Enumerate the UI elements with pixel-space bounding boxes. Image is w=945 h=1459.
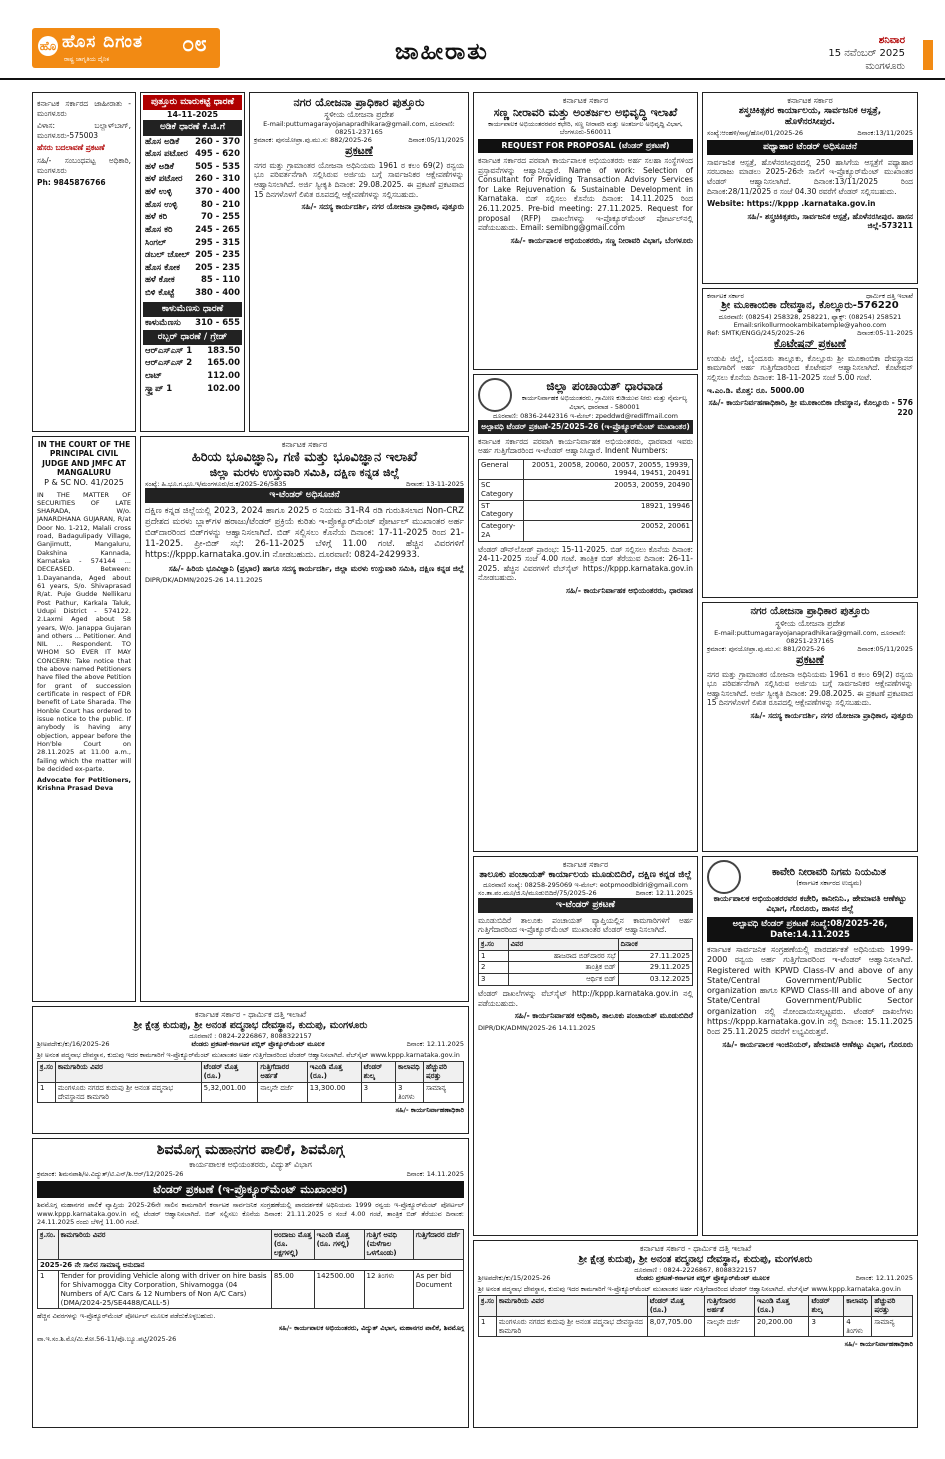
notice-phone: ದೂರವಾಣಿ : 0824-2226867, 8088322157 [634, 1265, 757, 1274]
schedule-row-cell: 29.11.2025 [618, 962, 692, 974]
notice-title: ನಗರ ಯೋಜನಾ ಪ್ರಾಧಿಕಾರ ಪುತ್ತೂರು [750, 606, 870, 617]
vehicle-tender-table [37, 1229, 464, 1309]
notice-body: ಮೂಡುಬಿದಿರೆ ತಾಲೂಕು ಪಂಚಾಯತ್ ವ್ಯಾಪ್ತಿಯಲ್ಲಿನ ಕಾಮಗಾರಿಗಳಿಗೆ ಅರ್ಹ ಗುತ್ತಿಗೆದಾರರಿಂದ ಇ-ಪ್ರೊಕ್ಯೂರ್‌ಮೆಂಟ್ ಮುಖಾಂತರ ಟೆಂಡರ್ ಆಹ್ವಾನಿಸಲಾಗಿದೆ. [478, 915, 693, 935]
schedule-row-cell: ಹಾಜರಾದ ಬಿಡ್‌ದಾರರ ಸಭೆ [508, 950, 618, 962]
pepper-title: ಕಾಳುಮೆಣಸು ಧಾರಣೆ [143, 302, 242, 317]
table-cell: 3 ತಿಂಗಳು [396, 1082, 424, 1103]
indent-row [479, 500, 693, 521]
logo-tagline: ರಾಷ್ಟ್ರ ಜಾಗೃತಿಯ ದೈನಿಕ [64, 56, 110, 63]
table-cell: ಮಂಗಳೂರು ನಗರದ ಕುದುಪು ಶ್ರೀ ಅನಂತ ಪದ್ಮನಾಭ ದೇವಸ್ಥಾನದ ಕಾಮಗಾರಿ [496, 1316, 647, 1337]
classified-notice [32, 92, 136, 432]
areca-rate-row-cell: ಡಬಲ್ ಚೋಲ್ [145, 250, 190, 261]
court-case-number: P & SC NO. 41/2025 [44, 477, 124, 487]
schedule-row [479, 974, 693, 986]
notice-website: Website: https://kppp .karnataka.gov.in [707, 199, 876, 209]
col-header: ಇಎಂಡಿ ಮೊತ್ತ (ರೂ. ಗಳಲ್ಲಿ) [314, 1230, 364, 1259]
col-header: ಕಾಮಗಾರಿಯ ವಿವರ [58, 1230, 271, 1259]
areca-rate-row [143, 287, 242, 300]
rubber-rate-row-cell: 102.00 [207, 383, 240, 394]
rubber-rate-row-cell: 183.50 [207, 345, 240, 356]
areca-rate-row-cell: 80 - 210 [200, 199, 240, 210]
notice-title: ಶಿವಮೊಗ್ಗ ಮಹಾನಗರ ಪಾಲಿಕೆ, ಶಿವಮೊಗ್ಗ [156, 1142, 345, 1158]
notice-body: ಸಾರ್ವಜನಿಕ ಆಸ್ಪತ್ರೆ, ಹೊಳೆನರಸೀಪುರದಲ್ಲಿ 250 ಹಾಸಿಗೆಯ ಆಸ್ಪತ್ರೆಗೆ ಪಥ್ಯಾಹಾರ ಸರಬರಾಜು ಮಾಡಲು 2025-26ನೇ ಸಾಲಿಗೆ ಇ-ಪ್ರೊಕ್ಯೂರ್‌ಮೆಂಟ್ ಮುಖಾಂತರ ಟೆಂಡರ್ ಆಹ್ವಾನಿಸಲಾಗಿದೆ. ದಿನಾಂಕ:13/11/2025 ರಿಂದ ದಿನಾಂಕ:28/11/2025 ರ ಸಂಜೆ 04.30 ರವರೆಗೆ ಟೆಂಡರ್ ಸಲ್ಲಿಸಬಹುದು. [707, 157, 913, 196]
notice-phone: ದೂರವಾಣಿ ಸಂಖ್ಯೆ: 08258-295069 ಇ-ಮೇಲ್: eotpmoodbidri@gmail.com [483, 881, 688, 890]
rubber-rate-row-cell: ಸ್ಕ್ರ್ಯಾಪ್ 1 [145, 383, 173, 394]
areca-rate-row [143, 186, 242, 199]
mines-tender-notice [140, 436, 469, 1002]
notice-title: ನಗರ ಯೋಜನಾ ಪ್ರಾಧಿಕಾರ ಪುತ್ತೂರು [293, 96, 425, 109]
edge-marker [923, 40, 933, 70]
notice-signature: ಸಹಿ/- ಕಾರ್ಯನಿರ್ವಾಹಕ ಅಧಿಕಾರಿ, ತಾಲೂಕು ಪಂಚಾಯತ್ ಮೂಡುಬಿದಿರೆ [514, 1011, 693, 1021]
table-cell: 85.00 [271, 1271, 314, 1309]
issue-city: ಮಂಗಳೂರು [865, 61, 905, 72]
table-cell: 3 [361, 1082, 395, 1103]
notice-body: ಶಿವಮೊಗ್ಗ ಮಹಾನಗರ ಪಾಲಿಕೆ ವ್ಯಾಪ್ತಿಯ 2025-26ನೇ ಸಾಲಿನ ಕಾಮಗಾರಿಗೆ ಕರ್ನಾಟಕ ಸಾರ್ವಜನಿಕ ಸಂಗ್ರಹಣೆಯಲ್ಲಿ ಪಾರದರ್ಶಕತೆ ಅಧಿನಿಯಮ 1999 ರನ್ವಯ ಇ-ಪ್ರೊಕ್ಯೂರ್‌ಮೆಂಟ್ ಪೋರ್ಟಲ್ www.kppp.karnataka.gov.in ನಲ್ಲಿ ಟೆಂಡರ್ ಆಹ್ವಾನಿಸಲಾಗಿದೆ. ಬಿಡ್ ಸಲ್ಲಿಸಲು ಕೊನೆಯ ದಿನಾಂಕ: 21.11.2025 ರ ಸಂಜೆ 4.00 ಗಂಟೆ, ತಾಂತ್ರಿಕ ಬಿಡ್ ತೆರೆಯುವ ದಿನಾಂಕ: 24.11.2025 ರಂದು ಬೆಳಿಗ್ಗೆ 11.00 ಗಂಟೆ. [37, 1201, 464, 1226]
areca-rate-row [143, 224, 242, 237]
schedule-row-cell: 1 [479, 950, 509, 962]
notice-date: ದಿನಾಂಕ: 12.11.2025 [635, 889, 693, 898]
table-cell: ಸಾಮಾನ್ಯ [872, 1316, 913, 1337]
notice-body: ಕರ್ನಾಟಕ ಸಾರ್ವಜನಿಕ ಸಂಗ್ರಹಣೆಯಲ್ಲಿ ಪಾರದರ್ಶಕತೆ ಅಧಿನಿಯಮ 1999-2000 ರನ್ವಯ ಅರ್ಹ ಗುತ್ತಿಗೆದಾರರಿಂದ ಇ-ಟೆಂಡರ್ ಆಹ್ವಾನಿಸಲಾಗಿದೆ. Registered with KPWD Class-IV and above of any State/Central Government/Public Sector organization ಹಾಗೂ KPWD Class-III and above of any State/Central Government/Public Sector organization ನಲ್ಲಿ ನೋಂದಾಯಿಸಲ್ಪಟ್ಟವರು. ಟೆಂಡರ್ ದಾಖಲೆಗಳು https://kppp.karnataka.gov.in ನಲ್ಲಿ ದಿನಾಂಕ: 15.11.2025 ರಿಂದ 25.11.2025 ರವರೆಗೆ ಲಭ್ಯವಿರುತ್ತವೆ. [707, 945, 913, 1037]
areca-rate-row-cell: 260 - 370 [195, 136, 240, 147]
notice-signature: ಸಹಿ/- ಕಾರ್ಯನಿರ್ವಾಹಣಾಧಿಕಾರಿ [844, 1340, 913, 1349]
areca-rate-row [143, 161, 242, 174]
schedule-row [479, 962, 693, 974]
rubber-rate-row-cell: ಆರ್‌ಎಸ್‌ಎಸ್ 1 [145, 345, 193, 356]
tender-bar: ಟೆಂಡರ್ ಪ್ರಕಟಣೆ (ಇ-ಪ್ರೊಕ್ಯೂರ್‌ಮೆಂಟ್ ಮುಖಾಂತರ) [37, 1181, 464, 1199]
indent-row-cell: ST Category [479, 500, 524, 521]
schedule-table [478, 938, 693, 986]
notice-body: ನಗರ ಮತ್ತು ಗ್ರಾಮಾಂತರ ಯೋಜನಾ ಅಧಿನಿಯಮ 1961 ರ ಕಲಂ 69(2) ರನ್ವಯ ಭೂ ಪರಿವರ್ತನೆಗಾಗಿ ಸಲ್ಲಿಸಿರುವ ಅರ್ಜಿಯ ಬಗ್ಗೆ ಸಾರ್ವಜನಿಕರ ಆಕ್ಷೇಪಣೆಗಳನ್ನು ಆಹ್ವಾನಿಸಲಾಗಿದೆ. ಅರ್ಜಿ ಸ್ವೀಕೃತಿ ದಿನಾಂಕ: 29.08.2025. ಈ ಪ್ರಕಟಣೆ ಪ್ರಕಟವಾದ 15 ದಿನಗಳೊಳಗೆ ಲಿಖಿತ ರೂಪದಲ್ಲಿ ಆಕ್ಷೇಪಣೆಗಳನ್ನು ಸಲ್ಲಿಸಬಹುದು. [707, 669, 913, 708]
notice-body: ಕರ್ನಾಟಕ ಸರ್ಕಾರದ ಪರವಾಗಿ ಕಾರ್ಯಪಾಲಕ ಅಭಿಯಂತರರು ಅರ್ಹ ಸಲಹಾ ಸಂಸ್ಥೆಗಳಿಂದ ಪ್ರಸ್ತಾವನೆಗಳನ್ನು ಆಹ್ವಾನಿಸಿದ್ದಾರೆ. Name of work: Selection of Consultant for Providing Transaction Advisory Services for Lake Rejuvenation & Sustainable Development in Karnataka. ಬಿಡ್ ಸಲ್ಲಿಸಲು ಕೊನೆಯ ದಿನಾಂಕ: 14.11.2025 ರಿಂದ 26.11.2025. Pre-bid meeting: 27.11.2025. Request for proposal (RFP) ದಾಖಲೆಗಳನ್ನು ಇ-ಪ್ರೊಕ್ಯೂರ್‌ಮೆಂಟ್ ಪೋರ್ಟಲ್‌ನಲ್ಲಿ ಪಡೆಯಬಹುದು. Email: semibng@gmail.com [478, 156, 693, 233]
mookambika-quotation [702, 288, 918, 598]
notice-signature: ಸಹಿ/- ಸದಸ್ಯ ಕಾರ್ಯದರ್ಶಿ, ನಗರ ಯೋಜನಾ ಪ್ರಾಧಿಕಾರ, ಪುತ್ತೂರು [301, 202, 464, 212]
areca-rate-row-cell: ಸಿಂಗಲ್ [145, 237, 167, 248]
indent-table [478, 459, 693, 542]
notice-email: E-mail:puttumagarayojanapradhikara@gmail.com, ದೂರವಾಣಿ: 08251-237165 [714, 628, 906, 645]
logo-mark: ಹೊ [38, 36, 58, 56]
hospital-diet-tender [702, 92, 918, 284]
areca-rate-row [143, 136, 242, 149]
court-signature: Advocate for Petitioners, Krishna Prasad Deva [37, 776, 131, 793]
areca-rate-row [143, 237, 242, 250]
col-header: ಕ್ರ.ಸಂ [38, 1062, 56, 1083]
rubber-rate-row [143, 345, 242, 358]
pepper-rate-row-cell: 310 - 655 [195, 317, 240, 328]
notice-body-2: ಟೆಂಡರ್ ದಾಖಲೆಗಳನ್ನು ವೆಬ್‌ಸೈಟ್ http://kppp.karnataka.gov.in ನಲ್ಲಿ ಪಡೆಯಬಹುದು. [478, 988, 693, 1008]
zp-dharwad-tender [473, 374, 698, 852]
rubber-rate-row-cell: 165.00 [207, 358, 240, 369]
table-cell: 20,200.00 [754, 1316, 808, 1337]
kaveri-tender [702, 856, 918, 1236]
rubber-rate-row-cell: 112.00 [207, 371, 240, 381]
table-cell: 8,07,705.00 [647, 1316, 704, 1337]
market-date: 14-11-2025 [166, 110, 219, 120]
puttur-planning-notice [249, 92, 469, 432]
areca-rate-row-cell: 505 - 535 [195, 161, 240, 172]
notice-heading: ಪ್ರಕಟಣೆ [796, 652, 824, 666]
notice-ref: ಶ್ರೀಅಪದೇಕು/ಕು/16/2025-26 [37, 1040, 110, 1048]
issue-date-text: 15 ನವೆಂಬರ್ 2025 [828, 48, 905, 59]
notice-note: ಹೆಚ್ಚಿನ ವಿವರಗಳನ್ನು ಇ-ಪ್ರೊಕ್ಯೂರ್‌ಮೆಂಟ್ ಪೋರ್ಟಲ್ ಮೂಲಕ ಪಡೆದುಕೊಳ್ಳಬಹುದು. [37, 1312, 216, 1321]
notice-signature: ಸಹಿ/- ಕಾರ್ಯನಿರ್ವಾಹಕ ಅಭಿಯಂತರರು, ಧಾರವಾಡ [565, 586, 693, 596]
table-section: 2025-26 ನೇ ಸಾಲಿನ ಸಾಮಾನ್ಯ ಅನುದಾನ [38, 1259, 464, 1271]
notice-subtitle: ಸ್ಥಳೀಯ ಯೋಜನಾ ಪ್ರದೇಶ [324, 109, 394, 119]
classified-line: ಕರ್ನಾಟಕ ಸರ್ಕಾರದ ಜಾಹೀರಾತು - ಮಂಗಳೂರು [37, 99, 131, 118]
indent-row-cell: Category-2A [479, 521, 524, 542]
areca-rate-row [143, 211, 242, 224]
col-header: ಕ್ರ.ಸಂ [479, 938, 509, 950]
section-title: ಜಾಹೀರಾತು [395, 39, 489, 65]
table-cell: 12 ತಿಂಗಳು [364, 1271, 413, 1309]
indent-row [479, 459, 693, 480]
notice-body: ಉಡುಪಿ ಜಿಲ್ಲೆ, ಬೈಂದೂರು ತಾಲ್ಲೂಕು, ಕೊಲ್ಲೂರು ಶ್ರೀ ಮೂಕಾಂಬಿಕಾ ದೇವಸ್ಥಾನದ ಕಾಮಗಾರಿಗೆ ಅರ್ಹ ಗುತ್ತಿಗೆದಾರರಿಂದ ಕೊಟೇಷನ್ ಆಹ್ವಾನಿಸಲಾಗಿದೆ. ಕೊಟೇಷನ್ ಸಲ್ಲಿಸಲು ಕೊನೆಯ ದಿನಾಂಕ: 18-11-2025 ಸಂಜೆ 5.00 ಗಂಟೆ. [707, 353, 913, 382]
schedule-row-cell: ತಾಂತ್ರಿಕ ಬಿಡ್ [508, 962, 618, 974]
classified-line: ಹೆಸರು ಬದಲಾವಣೆ ಪ್ರಕಟಣೆ [37, 143, 105, 153]
notice-signature: ಸಹಿ/- ಹಿರಿಯ ಭೂವಿಜ್ಞಾನಿ (ಪ್ರಭಾರ) ಹಾಗೂ ಸದಸ್ಯ ಕಾರ್ಯದರ್ಶಿ, ಜಿಲ್ಲಾ ಮರಳು ಉಸ್ತುವಾರಿ ಸಮಿತಿ, ದಕ್ಷಿಣ ಕನ್ನಡ ಜಿಲ್ಲೆ [168, 563, 464, 573]
taluk-panchayat-tender [473, 856, 698, 1236]
col-header: ಗುತ್ತಿಗೆದಾರರ ದರ್ಜೆ [413, 1230, 463, 1259]
logo-name: ಹೊಸ ದಿಗಂತ [62, 32, 143, 52]
notice-gov: ಕರ್ನಾಟಕ ಸರ್ಕಾರ [562, 96, 609, 105]
table-cell: 1 [479, 1316, 497, 1337]
col-header: ಇಎಂಡಿ ಮೊತ್ತ (ರೂ.) [307, 1062, 361, 1083]
indent-row-cell: General [479, 459, 524, 480]
areca-rate-row-cell: 380 - 400 [195, 288, 240, 298]
notice-phone: ದೂರವಾಣಿ: 0836-2442316 ಇ-ಮೇಲ್: zpeddwd@rediffmail.com [492, 412, 678, 420]
court-body: IN THE MATTER OF SECURITIES OF LATE SHARADA, W/o. JANARDHANA GUJARAN, R/at Door No. 1-212, Malali cross road, Badagulipady Village, Ganjimutt, Mangaluru, Dakshina Kannada, Karnataka - 574144 ... DECEASED. Between: 1.Dayananda, Aged about 61 years, S/o. Shivaprasad R/at. Puje Gudde Nellikaru Post Pathur, Karkala Taluk, Udupi District - 574122. 2.Laxmi Aged about 58 years, W/o. Janappa Gujaran and others ... Petitioner. And NIL ... Respondent. TO WHOM SO EVER IT MAY CONCERN: Take notice that the above named Petitioners have filed the above Petition for grant of succession certificate in respect of FDR benefit of Late Sharada. The Honble Court has ordered to issue notice to the public. If anybody is having any objection, appear before the Hon'ble Court on 28.11.2025 at 11.00 a.m., failing which the matter will be decided ex-parte. [37, 490, 131, 773]
col-header: ಕಾಮಗಾರಿಯ ವಿವರ [55, 1062, 201, 1083]
tender-bar: ಇ-ಟೆಂಡರ್ ಪ್ರಕಟಣೆ [478, 898, 693, 913]
indent-row-cell: 20051, 20058, 20060, 20057, 20055, 19939, 19944, 19451, 20491 [524, 459, 693, 480]
notice-body-2: ಟೆಂಡರ್ ಡೌನ್‌ಲೋಡ್ ಪ್ರಾರಂಭ: 15-11-2025. ಬಿಡ್ ಸಲ್ಲಿಸಲು ಕೊನೆಯ ದಿನಾಂಕ: 24-11-2025 ಸಂಜೆ 4.00 ಗಂಟೆ. ತಾಂತ್ರಿಕ ಬಿಡ್ ತೆರೆಯುವ ದಿನಾಂಕ: 26-11-2025. ಹೆಚ್ಚಿನ ವಿವರಗಳಿಗೆ ವೆಬ್‌ಸೈಟ್ https://kppp.karnataka.gov.in ನೋಡಬಹುದು. [478, 544, 693, 583]
notice-date: ದಿನಾಂಕ:13/11/2025 [857, 128, 913, 137]
areca-rate-row-cell: ಹಳೆ ಉಳ್ಳಿ [145, 187, 172, 197]
areca-rate-row-cell: 495 - 620 [195, 149, 240, 160]
notice-title-2: ಹೊಳೆನರಸೀಪುರ. [784, 117, 836, 128]
temple-tender-2 [473, 1240, 918, 1428]
zp-emblem-icon [478, 378, 512, 412]
rfp-bar: REQUEST FOR PROPOSAL (ಟೆಂಡರ್ ಪ್ರಕಟಣೆ) [478, 139, 693, 153]
notice-gov: ಕರ್ನಾಟಕ ಸರ್ಕಾರ [281, 440, 328, 449]
notice-signature: ಸಹಿ/- ಸದಸ್ಯ ಕಾರ್ಯದರ್ಶಿ, ನಗರ ಯೋಜನಾ ಪ್ರಾಧಿಕಾರ, ಪುತ್ತೂರು [750, 711, 913, 720]
notice-signature: ಸಹಿ/- ಕಾರ್ಯಪಾಲಕ ಇಂಜಿನಿಯರ್, ಹೇಮಾವತಿ ಆಣೆಕಟ್ಟು ವಿಭಾಗ, ಗೊರೂರು [722, 1040, 913, 1050]
col-header: ಇಎಂಡಿ ಮೊತ್ತ (ರೂ.) [754, 1296, 808, 1317]
col-header: ಕ್ರ.ಸಂ. [38, 1230, 59, 1259]
notice-ref: ಸಂ.ತಾ.ಪಂ.ಮೂ/ಜಿ.ನಿ/ಮೂಡುಬಿದಿರೆ/75/2025-26 [478, 889, 597, 898]
col-header: ಹೆಚ್ಚುವರಿ ಷರತ್ತು [423, 1062, 463, 1083]
notice-gov: ಕರ್ನಾಟಕ ಸರ್ಕಾರ [562, 860, 609, 869]
schedule-row-cell: ಆರ್ಥಿಕ ಬಿಡ್ [508, 974, 618, 986]
areca-rate-table [143, 136, 242, 300]
notice-ref: ಸಂಖ್ಯೆ: ಹಿ.ಭೂ.ಗ.ಭೂ.ಇ/ಮಂಗಳೂರು/ದ.ಕ/2025-26/5835 [145, 480, 287, 488]
indent-row-cell: 20053, 20059, 20490 [524, 480, 693, 501]
notice-title: ಸಣ್ಣ ನೀರಾವರಿ ಮತ್ತು ಅಂತರ್ಜಲ ಅಭಿವೃದ್ಧಿ ಇಲಾಖೆ [493, 106, 678, 119]
notice-signature: ಸಹಿ/- ಕಾರ್ಯಪಾಲಕ ಅಭಿಯಂತರರು, ವಿದ್ಯುತ್ ವಿಭಾಗ, ಮಹಾನಗರ ಪಾಲಿಕೆ, ಶಿವಮೊಗ್ಗ [278, 1323, 464, 1332]
temple-tender-table [478, 1295, 913, 1337]
rubber-rate-table [143, 345, 242, 396]
indent-row-cell: 18921, 19946 [524, 500, 693, 521]
notice-gov: ಕರ್ನಾಟಕ ಸರ್ಕಾರ - ಧಾರ್ಮಿಕ ದತ್ತಿ ಇಲಾಖೆ [639, 1244, 752, 1253]
schedule-row [479, 950, 693, 962]
areca-rate-row-cell: ಹೊಸ ಅಡಿಕೆ [145, 136, 180, 147]
notice-date: ದಿನಾಂಕ:05/11/2025 [857, 644, 913, 653]
areca-rate-row-cell: 85 - 110 [200, 275, 240, 286]
areca-rate-row-cell: 205 - 235 [195, 250, 240, 261]
rubber-rate-row-cell: ಆರ್‌ಎಸ್‌ಎಸ್ 2 [145, 358, 193, 369]
market-title: ಪುತ್ತೂರು ಮಾರುಕಟ್ಟೆ ಧಾರಣೆ [143, 95, 242, 110]
notice-footer-code: ವಾ.ಇ.ಸಂ.ಶಿ.ಮೊ/ಮಿ.ಕೋ.56-11/ಪೊ.ಬ್ಯೂ.ಪಟ್ಟಿ/2025-26 [37, 1334, 177, 1343]
notice-phone: ದೂರವಾಣಿ: (08254) 258328, 258221, ಫ್ಯಾಕ್ಸ್: (08254) 258521 [718, 312, 902, 321]
notice-body: ಶ್ರೀ ಅನಂತ ಪದ್ಮನಾಭ ದೇವಸ್ಥಾನ, ಕುದುಪು ಇದರ ಕಾಮಗಾರಿಗೆ ಇ-ಪ್ರೊಕ್ಯೂರ್‌ಮೆಂಟ್ ಮುಖಾಂತರ ಅರ್ಹ ಗುತ್ತಿಗೆದಾರರಿಂದ ಟೆಂಡರ್ ಆಹ್ವಾನಿಸಲಾಗಿದೆ. ವೆಬ್‌ಸೈಟ್ www.kppp.karnataka.gov.in [478, 1285, 901, 1294]
notice-subtitle: ಟೆಂಡರು ಪ್ರಕಟಣೆ-ಕರ್ನಾಟಕ ಪಬ್ಲಿಕ್ ಪ್ರೊಕ್ಯೂರ್‌ಮೆಂಟ್ ಮೂಲಕ [191, 1040, 325, 1048]
notice-title: ಶ್ರೀ ಮೂಕಾಂಬಿಕಾ ದೇವಸ್ಥಾನ, ಕೊಲ್ಲೂರು-576220 [721, 300, 899, 312]
areca-rate-row-cell: 295 - 315 [195, 237, 240, 248]
table-cell: 4 ತಿಂಗಳು [844, 1316, 872, 1337]
notice-heading: ಪ್ರಕಟಣೆ [345, 144, 373, 158]
col-header: ದಿನಾಂಕ [618, 938, 692, 950]
indent-row-cell: SC Category [479, 480, 524, 501]
table-cell: 1 [38, 1082, 56, 1103]
puttur-planning-notice-2 [702, 602, 918, 852]
areca-rate-row-cell: ಹೊಸ ಪಟೋರ [145, 149, 188, 160]
col-header: ಟೆಂಡರ್ ಮೊತ್ತ (ರೂ.) [647, 1296, 704, 1317]
notice-dept: ಧಾರ್ಮಿಕ ದತ್ತಿ ಇಲಾಖೆ [865, 292, 913, 300]
pepper-rate-row [143, 317, 242, 330]
notice-address: ಕಾರ್ಯಪಾಲಕ ಅಭಿಯಂತರರವರ ಕಛೇರಿ, ಸಣ್ಣ ನೀರಾವರಿ ಮತ್ತು ಅಂತರ್ಜಲ ಅಭಿವೃದ್ಧಿ ವಿಭಾಗ, ಬೆಂಗಳೂರು-560011 [488, 119, 683, 136]
rubber-title: ರಬ್ಬರ್ ಧಾರಣೆ / ಗ್ರೇಡ್ [143, 330, 242, 345]
col-header: ವಿವರ [508, 938, 618, 950]
areca-rate-row [143, 199, 242, 212]
notice-ref: ಸಂಖ್ಯೆ:ಆಂಹಳಿ/ಸಾಸ್ಪ/ಹೊನ/01/2025-26 [707, 128, 804, 137]
notice-body: ಕರ್ನಾಟಕ ಸರ್ಕಾರದ ಪರವಾಗಿ ಕಾರ್ಯನಿರ್ವಾಹಕ ಅಭಿಯಂತರರು, ಧಾರವಾಡ ಇವರು ಅರ್ಹ ಗುತ್ತಿಗೆದಾರರಿಂದ ಇ-ಟೆಂಡರ್ ಆಹ್ವಾನಿಸಿದ್ದಾರೆ. Indent Numbers: [478, 436, 693, 456]
rubber-rate-row [143, 357, 242, 370]
notice-gov: ಕರ್ನಾಟಕ ಸರ್ಕಾರ - ಧಾರ್ಮಿಕ ದತ್ತಿ ಇಲಾಖೆ [194, 1010, 307, 1019]
areca-rate-row-cell: ಹಳೆ ಅಡಿಕೆ [145, 161, 174, 172]
areca-rate-row-cell: ಹೊಸ ಕೋಕ [145, 262, 180, 273]
col-header: ಗುತ್ತಿಗೆದಾರರ ಅರ್ಹತೆ [258, 1062, 307, 1083]
areca-rate-row [143, 173, 242, 186]
notice-email: Email:srikollurmookambikatemple@yahoo.com [733, 320, 887, 329]
col-header: ಕ್ರ.ಸಂ [479, 1296, 497, 1317]
areca-rate-row-cell: ಹಳೆ ಪಟೋರ [145, 174, 183, 185]
notice-signature: ಸಹಿ/- ಶಸ್ತ್ರಚಿಕಿತ್ಸಕರು, ಸಾರ್ವಜನಿಕ ಆಸ್ಪತ್ರೆ, ಹೊಳೆನರಸೀಪುರ. ಹಾಸನ ಜಿಲ್ಲೆ-573211 [747, 211, 913, 231]
table-cell: Tender for providing Vehicle along with driver on hire basis for Shivamogga City Corporation, Shivamogga (04 Numbers of A/C Cars & 12 Numbers of Non A/C Cars) (DMA/2024-25/SE4488/CALL-5) [58, 1271, 271, 1309]
classified-line: ಸಹಿ/- ಸಂಬಂಧಪಟ್ಟ ಅಧಿಕಾರಿ, ಮಂಗಳೂರು [37, 155, 131, 175]
page-number: ೦೮ [182, 32, 207, 57]
areca-rate-row-cell: ಹಳೆ ಕೋಕ [145, 275, 175, 286]
notice-date: ದಿನಾಂಕ: 12.11.2025 [855, 1274, 913, 1282]
pepper-rate-table [143, 317, 242, 330]
notice-title: ಶ್ರೀ ಕ್ಷೇತ್ರ ಕುದುಪು, ಶ್ರೀ ಅನಂತ ಪದ್ಮನಾಭ ದೇವಸ್ಥಾನ, ಕುದುಪು, ಮಂಗಳೂರು [578, 1254, 813, 1265]
notice-date: ದಿನಾಂಕ: 14.11.2025 [406, 1169, 464, 1178]
notice-subtitle: (ಕರ್ನಾಟಕ ಸರ್ಕಾರದ ಉದ್ಯಮ) [796, 879, 862, 888]
table-cell: 13,300.00 [307, 1082, 361, 1103]
notice-gov: ಕರ್ನಾಟಕ ಸರ್ಕಾರ [787, 96, 833, 105]
dipr-code: DIPR/DK/ADMN/2025-26 14.11.2025 [478, 1023, 596, 1032]
tender-bar: ಅಲ್ಪಾವಧಿ ಟೆಂಡರ್ ಪ್ರಕಟಣೆ-25/2025-26 (ಇ-ಪ್ರೊಕ್ಯೂರ್‌ಮೆಂಟ್ ಮುಖಾಂತರ) [478, 420, 693, 433]
notice-signature: ಸಹಿ/- ಕಾರ್ಯನಿರ್ವಹಣಾಧಿಕಾರಿ, ಶ್ರೀ ಮೂಕಾಂಬಿಕಾ ದೇವಸ್ಥಾನ, ಕೊಲ್ಲೂರು - 576 220 [708, 398, 913, 417]
areca-rate-row [143, 249, 242, 262]
notice-date: ದಿನಾಂಕ: 12.11.2025 [406, 1040, 464, 1048]
shivamogga-tender [32, 1138, 469, 1428]
indent-row [479, 480, 693, 501]
col-header: ಗುತ್ತಿಗೆದಾರರ ಅರ್ಹತೆ [704, 1296, 754, 1317]
areca-rate-row-cell: ಹೊಸ ಉಳ್ಳಿ [145, 199, 178, 210]
notice-address: ಕಾರ್ಯಪಾಲಕ ಅಭಿಯಂತರರವರ ಕಚೇರಿ, ಕಾನೀನಿನಿ., ಹೇಮಾವತಿ ಆಣೆಕಟ್ಟು ವಿಭಾಗ, ಗೊರೂರು, ಹಾಸನ ಜಿಲ್ಲೆ [713, 894, 907, 913]
rubber-rate-row [143, 383, 242, 396]
market-subtitle: ಅಡಿಕೆ ಧಾರಣೆ ಕೆ.ಜಿ.ಗೆ [143, 120, 242, 135]
table-cell: ಮಂಗಳೂರು ನಗರದ ಕುದುಪು ಶ್ರೀ ಅನಂತ ಪದ್ಮನಾಭ ದೇವಸ್ಥಾನದ ಕಾಮಗಾರಿ [55, 1082, 201, 1103]
areca-rate-row-cell: ಹಳೆ ಕರಿ [145, 212, 168, 223]
areca-rate-row-cell: 245 - 265 [195, 224, 240, 235]
areca-rate-row-cell: ಬಿಳಿ ಕೊಟ್ಟೆ [145, 288, 175, 298]
notice-title: ತಾಲೂಕು ಪಂಚಾಯತ್ ಕಾರ್ಯಾಲಯ ಮೂಡುಬಿದಿರೆ, ದಕ್ಷಿಣ ಕನ್ನಡ ಜಿಲ್ಲೆ [479, 870, 692, 880]
schedule-row-cell: 27.11.2025 [618, 950, 692, 962]
notice-date: ದಿನಾಂಕ:05/11/2025 [408, 136, 464, 144]
notice-subtitle: ಸ್ಥಳೀಯ ಯೋಜನಾ ಪ್ರದೇಶ [775, 618, 845, 628]
areca-rate-row [143, 262, 242, 275]
notice-title: ಹಿರಿಯ ಭೂವಿಜ್ಞಾನಿ, ಗಣಿ ಮತ್ತು ಭೂವಿಜ್ಞಾನ ಇಲಾಖೆ [191, 450, 418, 465]
notice-subtitle: ಕಾರ್ಯನಿರ್ವಾಹಕ ಅಭಿಯಂತರರು, ಗ್ರಾಮೀಣ ಕುಡಿಯುವ ನೀರು ಮತ್ತು ನೈರ್ಮಲ್ಯ ವಿಭಾಗ, ಧಾರವಾಡ - 580001 [521, 394, 688, 411]
table-cell: 1 [38, 1271, 59, 1309]
notice-email: E-mail:puttumagarayojanapradhikara@gmail.com, ದೂರವಾಣಿ: 08251-237165 [263, 119, 455, 136]
schedule-row-cell: 03.12.2025 [618, 974, 692, 986]
table-cell: 5,32,001.00 [201, 1082, 258, 1103]
notice-ref: ಶ್ರೀಅಪದೇಕು/ಕು/15/2025-26 [478, 1274, 551, 1282]
areca-rate-row-cell: 205 - 235 [195, 262, 240, 273]
notice-heading: ಕೊಟೇಷನ್ ಪ್ರಕಟಣೆ [774, 337, 846, 350]
col-header: ಕಾಮಗಾರಿಯ ವಿವರ [496, 1296, 647, 1317]
notice-title: ಶ್ರೀ ಕ್ಷೇತ್ರ ಕುದುಪು, ಶ್ರೀ ಅನಂತ ಪದ್ಮನಾಭ ದೇವಸ್ಥಾನ, ಕುದುಪು, ಮಂಗಳೂರು [133, 1020, 368, 1031]
notice-tag: ಇ-ಟೆಂಡರ್ ಅಧಿಸೂಚನೆ [145, 488, 464, 503]
areca-rate-row-cell: ಹೊಸ ಕರಿ [145, 224, 173, 235]
table-cell: ನಾಲ್ಕನೇ ದರ್ಜೆ [258, 1082, 307, 1103]
notice-signature: ಸಹಿ/- ಕಾರ್ಯಪಾಲಕ ಅಭಿಯಂತರರು, ಸಣ್ಣ ನೀರಾವರಿ ವಿಭಾಗ, ಬೆಂಗಳೂರು [510, 235, 693, 245]
dipr-code: DIPR/DK/ADMN/2025-26 14.11.2025 [145, 576, 263, 585]
notice-phone: ದೂರವಾಣಿ : 0824-2226867, 8088322157 [189, 1031, 312, 1040]
table-cell: ಸಾಮಾನ್ಯ [423, 1082, 463, 1103]
notice-ref: ಕ್ರಮಾಂಕ: ಪುನಯೋಪ್ರಾ.ಪು.ಮು.ಸ: 882/2025-26 [254, 136, 372, 144]
notice-subtitle: ಟೆಂಡರು ಪ್ರಕಟಣೆ-ಕರ್ನಾಟಕ ಪಬ್ಲಿಕ್ ಪ್ರೊಕ್ಯೂರ್‌ಮೆಂಟ್ ಮೂಲಕ [636, 1274, 770, 1282]
table-cell: 3 [809, 1316, 844, 1337]
areca-rate-row [143, 274, 242, 287]
areca-rate-row-cell: 370 - 400 [195, 187, 240, 197]
notice-fee: ಇ.ಎಂ.ಡಿ. ಮೊತ್ತ: ರೂ. 5000.00 [707, 385, 805, 395]
masthead [0, 0, 945, 80]
areca-rate-row-cell: 70 - 255 [200, 212, 240, 223]
kaveri-emblem-icon [707, 860, 741, 894]
notice-title-2: ಜಿಲ್ಲಾ ಮರಳು ಉಸ್ತುವಾರಿ ಸಮಿತಿ, ದಕ್ಷಿಣ ಕನ್ನಡ ಜಿಲ್ಲೆ [209, 466, 400, 480]
court-title: IN THE COURT OF THE PRINCIPAL CIVIL JUDGE AND JMFC AT MANGALURU [37, 440, 131, 478]
market-rates [140, 92, 245, 432]
notice-title: ಜಿಲ್ಲಾ ಪಂಚಾಯತ್ ಧಾರವಾಡ [546, 379, 663, 394]
temple-tender-1 [32, 1006, 469, 1134]
notice-title: ಶಸ್ತ್ರಚಿಕಿತ್ಸಕರ ಕಾರ್ಯಾಲಯ, ಸಾರ್ವಜನಿಕ ಆಸ್ಪತ್ರೆ, [738, 106, 882, 116]
notice-signature: ಸಹಿ/- ಕಾರ್ಯನಿರ್ವಾಹಣಾಧಿಕಾರಿ [395, 1106, 464, 1115]
issue-day: ಶನಿವಾರ [878, 35, 905, 46]
notice-body: ಶ್ರೀ ಅನಂತ ಪದ್ಮನಾಭ ದೇವಸ್ಥಾನ, ಕುದುಪು ಇದರ ಕಾಮಗಾರಿಗೆ ಇ-ಪ್ರೊಕ್ಯೂರ್‌ಮೆಂಟ್ ಮುಖಾಂತರ ಅರ್ಹ ಗುತ್ತಿಗೆದಾರರಿಂದ ಟೆಂಡರ್ ಆಹ್ವಾನಿಸಲಾಗಿದೆ. ವೆಬ್‌ಸೈಟ್ www.kppp.karnataka.gov.in [37, 1051, 460, 1060]
notice-body: ನಗರ ಮತ್ತು ಗ್ರಾಮಾಂತರ ಯೋಜನಾ ಅಧಿನಿಯಮ 1961 ರ ಕಲಂ 69(2) ರನ್ವಯ ಭೂ ಪರಿವರ್ತನೆಗಾಗಿ ಸಲ್ಲಿಸಿರುವ ಅರ್ಜಿಯ ಬಗ್ಗೆ ಸಾರ್ವಜನಿಕರ ಆಕ್ಷೇಪಣೆಗಳನ್ನು ಆಹ್ವಾನಿಸಲಾಗಿದೆ. ಅರ್ಜಿ ಸ್ವೀಕೃತಿ ದಿನಾಂಕ: 29.08.2025. ಈ ಪ್ರಕಟಣೆ ಪ್ರಕಟವಾದ 15 ದಿನಗಳೊಳಗೆ ಲಿಖಿತ ರೂಪದಲ್ಲಿ ಆಕ್ಷೇಪಣೆಗಳನ್ನು ಸಲ್ಲಿಸಬಹುದು. [254, 160, 464, 199]
rubber-rate-row [143, 370, 242, 383]
indent-row-cell: 20052, 20061 [524, 521, 693, 542]
col-header: ಟೆಂಡರ್ ಮೊತ್ತ (ರೂ.) [201, 1062, 258, 1083]
notice-subtitle: ಕಾರ್ಯಪಾಲಕ ಅಭಿಯಂತರರು, ವಿದ್ಯುತ್ ವಿಭಾಗ [189, 1159, 312, 1169]
issue-date [828, 34, 905, 73]
notice-title: ಕಾವೇರಿ ನೀರಾವರಿ ನಿಗಮ ನಿಯಮಿತ [771, 866, 887, 878]
areca-rate-row [143, 148, 242, 161]
col-header: ಟೆಂಡರ್ ಶುಲ್ಕ [809, 1296, 844, 1317]
classified-line: ವಿಳಾಸ: ಬಲ್ಲಾಳ್‌ಬಾಗ್, ಮಂಗಳೂರು-575003 [37, 121, 131, 140]
notice-ref: ಕ್ರಮಾಂಕ: ಪುನಯೋಪ್ರಾ.ಪು.ಮು.ಸ: 881/2025-26 [707, 644, 825, 653]
notice-ref: ಕ್ರಮಾಂಕ: ಶಿಮನಪಾಶಿ/ಅ.ವಿದ್ಯುತ್/ಟಿ.ಎನ್/ಶಿ.ಆರ್/12/2025-26 [37, 1169, 184, 1178]
notice-date: ದಿನಾಂಕ: 13-11-2025 [406, 480, 464, 488]
table-cell: As per bid Document [413, 1271, 463, 1309]
col-header: ಹೆಚ್ಚುವರಿ ಷರತ್ತು [872, 1296, 913, 1317]
schedule-row-cell: 3 [479, 974, 509, 986]
notice-date: ದಿನಾಂಕ:05-11-2025 [857, 328, 913, 337]
col-header: ಟೆಂಡರ್ ಶುಲ್ಕ [361, 1062, 395, 1083]
tender-bar: ಅಲ್ಪಾವಧಿ ಟೆಂಡರ್ ಪ್ರಕಟಣೆ ಸಂಖ್ಯೆ:08/2025-26, Date:14.11.2025 [707, 917, 913, 942]
temple-tender-table [37, 1061, 464, 1103]
newspaper-logo [32, 28, 220, 68]
notice-body: ದಕ್ಷಿಣ ಕನ್ನಡ ಜಿಲ್ಲೆಯಲ್ಲಿ 2023, 2024 ಹಾಗೂ 2025 ರ ನಿಯಮ 31-R4 ರಡಿ ಗುರುತಿಸಲಾದ Non-CRZ ಪ್ರದೇಶದ ಮರಳು ಬ್ಲಾಕ್‌ಗಳ ಹರಾಜು/ಟೆಂಡರ್ ಪ್ರಕ್ರಿಯೆ ಕುರಿತು ಇ-ಪ್ರೊಕ್ಯೂರ್‌ಮೆಂಟ್ ಪೋರ್ಟಲ್ ಮುಖಾಂತರ ಅರ್ಹ ಬಿಡ್‌ದಾರರಿಂದ ಬಿಡ್‌ಗಳನ್ನು ಆಹ್ವಾನಿಸಲಾಗಿದೆ. ಬಿಡ್ ಸಲ್ಲಿಸಲು ಕೊನೆಯ ದಿನಾಂಕ: 17-11-2025 ರಿಂದ 21-11-2025. ಪ್ರೀ-ಬಿಡ್ ಸಭೆ: 26-11-2025 ಬೆಳಿಗ್ಗೆ 11.00 ಗಂಟೆ. ಹೆಚ್ಚಿನ ವಿವರಗಳಿಗೆ https://kppp.karnataka.gov.in ನೋಡಬಹುದು. ದೂರವಾಣಿ: 0824-2429933. [145, 506, 464, 560]
minor-irrigation-rfp [473, 92, 698, 370]
schedule-row-cell: 2 [479, 962, 509, 974]
col-header: ಕಾಲಾವಧಿ [396, 1062, 424, 1083]
areca-rate-row-cell: 260 - 310 [195, 174, 240, 185]
court-notice [32, 436, 136, 1002]
col-header: ಗುತ್ತಿಗೆ ಅವಧಿ (ಮಳೆಗಾಲ ಒಳಗೊಂಡು) [364, 1230, 413, 1259]
pepper-rate-row-cell: ಕಾಳುಮೆಣಸು [145, 317, 181, 328]
rubber-rate-row-cell: ಲಾಟ್ [145, 371, 162, 381]
col-header: ಕಾಲಾವಧಿ [844, 1296, 872, 1317]
tender-bar: ಪಥ್ಯಾಹಾರ ಟೆಂಡರ್ ಅಧಿಸೂಚನೆ [707, 140, 913, 155]
table-cell: ನಾಲ್ಕನೇ ದರ್ಜೆ [704, 1316, 754, 1337]
notice-gov: ಕರ್ನಾಟಕ ಸರ್ಕಾರ [707, 292, 744, 300]
indent-row [479, 521, 693, 542]
notice-ref: Ref: SMTK/ENGG/245/2025-26 [707, 328, 805, 337]
table-cell: 142500.00 [314, 1271, 364, 1309]
classified-line: Ph: 9845876766 [37, 178, 106, 188]
col-header: ಅಂದಾಜು ಮೊತ್ತ (ರೂ. ಲಕ್ಷಗಳಲ್ಲಿ) [271, 1230, 314, 1259]
